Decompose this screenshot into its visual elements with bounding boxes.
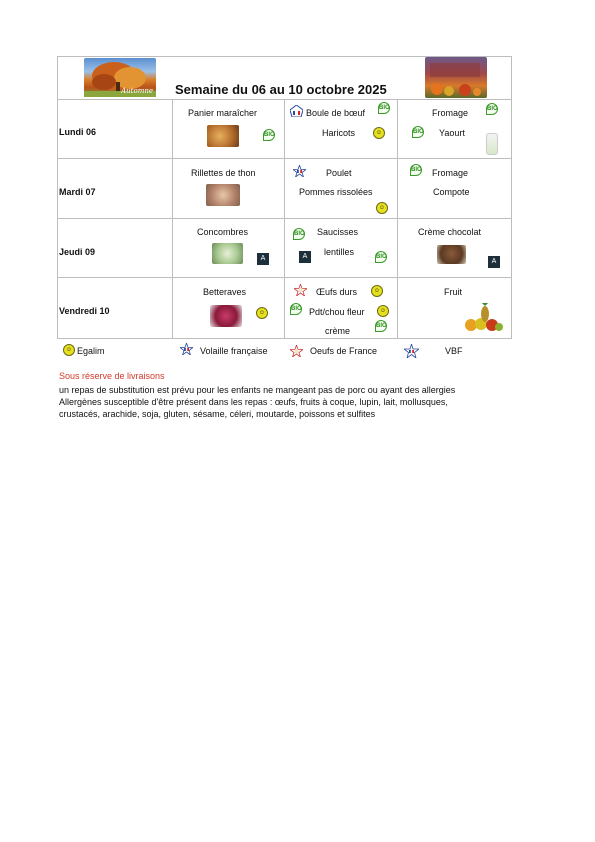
panier-photo <box>207 125 239 147</box>
legend-vbf: VBF <box>445 346 463 356</box>
vendredi-plat-3: crème <box>325 326 351 336</box>
vendredi-plat-2: Pdt/chou fleur <box>309 307 365 317</box>
jeudi-plat-1: Saucisses <box>317 227 359 237</box>
yaourt-photo <box>486 133 498 155</box>
lundi-dessert-2: Yaourt <box>439 128 465 138</box>
egalim-icon: ☺ <box>377 305 389 317</box>
lundi-dessert-1: Fromage <box>432 108 469 118</box>
jeudi-dessert: Crème chocolat <box>418 227 482 237</box>
day-label-lundi: Lundi 06 <box>59 127 97 137</box>
week-title: Semaine du 06 au 10 octobre 2025 <box>175 82 387 97</box>
bio-icon: BIO <box>293 228 305 240</box>
lundi-plat-2: Haricots <box>322 128 356 138</box>
lundi-plat-1: Boule de bœuf <box>306 108 366 118</box>
bio-icon: BIO <box>375 320 387 332</box>
egalim-icon: ☺ <box>376 202 388 214</box>
creme-chocolat-photo <box>437 245 466 264</box>
legend-volaille: Volaille française <box>200 346 268 356</box>
bio-icon: BIO <box>263 129 275 141</box>
egalim-icon: ☺ <box>63 344 75 356</box>
jeudi-plat-2: lentilles <box>324 247 355 257</box>
betteraves-photo <box>210 305 242 327</box>
vendredi-entree: Betteraves <box>203 287 247 297</box>
jeudi-entree: Concombres <box>197 227 249 237</box>
autumn-market-image <box>425 57 487 98</box>
notes-block <box>59 384 455 420</box>
egalim-icon: ☺ <box>256 307 268 319</box>
volaille-francaise-icon <box>293 164 306 176</box>
bio-icon: BIO <box>375 251 387 263</box>
bio-icon: BIO <box>378 102 390 114</box>
bio-icon: BIO <box>410 164 422 176</box>
note-line: un repas de substitution est prévu pour les enfants ne mangeant pas de porc ou ayant des allergies <box>59 385 456 395</box>
oeufs-de-france-icon <box>290 344 303 356</box>
concombres-photo <box>212 243 243 264</box>
egalim-icon: ☺ <box>373 127 385 139</box>
mardi-plat-1: Poulet <box>326 168 352 178</box>
day-label-mardi: Mardi 07 <box>59 187 96 197</box>
bio-icon: BIO <box>486 103 498 115</box>
mardi-entree: Rillettes de thon <box>191 168 256 178</box>
oeufs-de-france-icon <box>294 283 307 295</box>
reserve-note: Sous réserve de livraisons <box>59 371 165 381</box>
mardi-dessert-1: Fromage <box>432 168 469 178</box>
autumn-caption: Automne <box>121 87 153 95</box>
lundi-entree: Panier maraîcher <box>188 108 258 118</box>
mardi-plat-2: Pommes rissolées <box>299 187 373 197</box>
legend-oeufs: Oeufs de France <box>310 346 378 356</box>
vbf-icon <box>404 344 417 356</box>
note-line: crustacés, arachide, soja, gluten, sésame, céleri, moutarde, poissons et sulfites <box>59 409 376 419</box>
fruit-basket-photo <box>463 303 503 332</box>
legend-egalim: Egalim <box>77 346 105 356</box>
mardi-dessert-2: Compote <box>433 187 470 197</box>
label-rouge-icon: A <box>257 253 269 265</box>
bio-icon: BIO <box>290 303 302 315</box>
label-rouge-icon: A <box>488 256 500 268</box>
volaille-francaise-icon <box>180 342 193 354</box>
label-rouge-icon: A <box>299 251 311 263</box>
autumn-tree-image <box>84 58 156 97</box>
rillettes-photo <box>206 184 240 206</box>
vbf-icon <box>290 104 303 116</box>
egalim-icon: ☺ <box>371 285 383 297</box>
day-label-jeudi: Jeudi 09 <box>59 247 96 257</box>
bio-icon: BIO <box>412 126 424 138</box>
vendredi-dessert: Fruit <box>444 287 462 297</box>
day-label-vendredi: Vendredi 10 <box>59 306 110 316</box>
vendredi-plat-1: Œufs durs <box>316 287 358 297</box>
note-line: Allergènes susceptible d'être présent dans les repas : œufs, fruits à coque, lupin, lait, mollusques, <box>59 397 448 407</box>
